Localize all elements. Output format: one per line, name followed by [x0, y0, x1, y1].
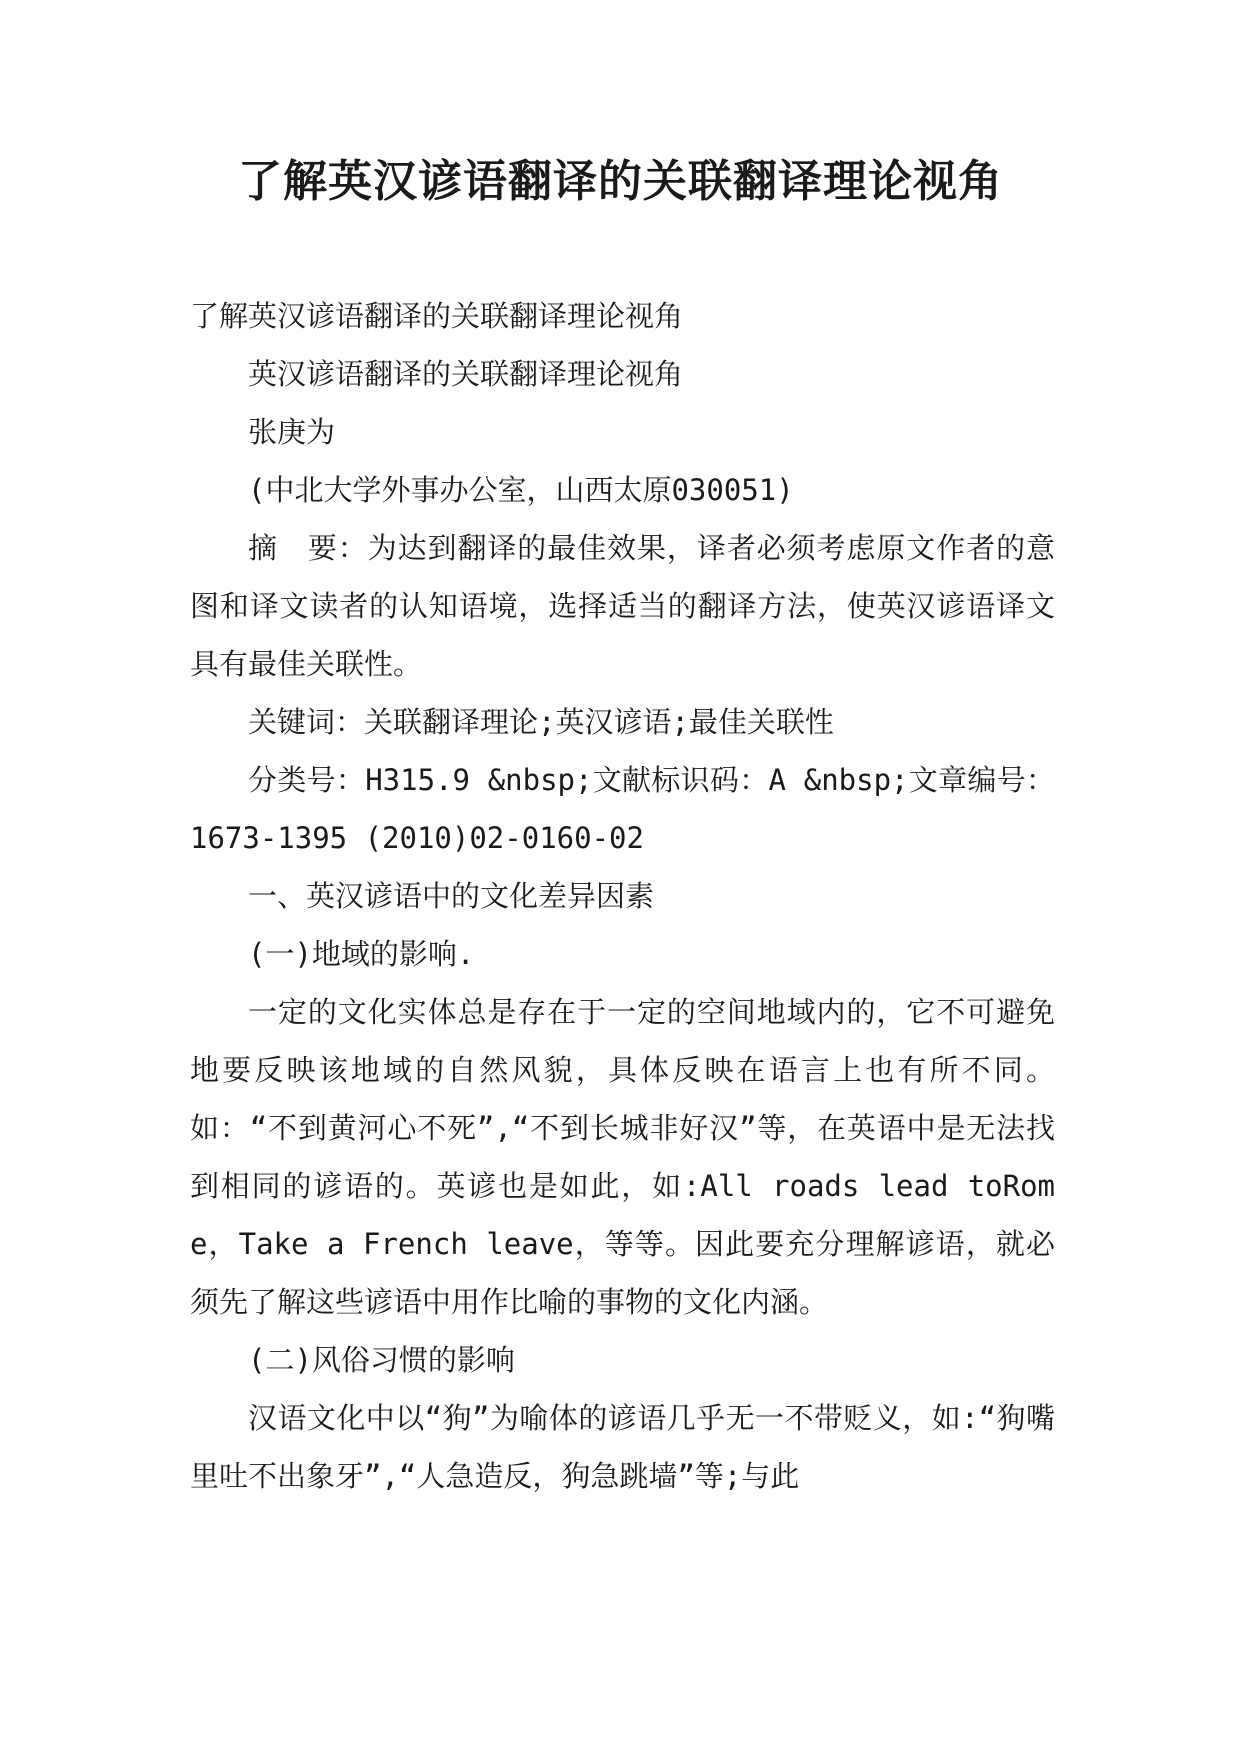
paragraph: (中北大学外事办公室，山西太原030051) — [248, 473, 794, 507]
document-title: 了解英汉谚语翻译的关联翻译理论视角 — [238, 156, 1003, 207]
paragraph: (一)地域的影响. — [248, 937, 475, 971]
document-body — [190, 287, 1055, 1505]
paragraph: (二)风俗习惯的影响 — [248, 1343, 515, 1377]
paragraph: 一定的文化实体总是存在于一定的空间地域内的，它不可避免地要反映该地域的自然风貌，具体反映在语言上也有所不同。如：“不到黄河心不死”,“不到长城非好汉”等，在英语中是无法找到相同的谚语的。英谚也是如此，如:All roads lead toRome，Take a French leave，等等。因此要充分理解谚语，就必须先了解这些谚语中用作比喻的事物的文化内涵。 — [190, 995, 1055, 1319]
paragraph: 关键词：关联翻译理论;英汉谚语;最佳关联性 — [248, 705, 834, 739]
paragraph: 张庚为 — [248, 415, 336, 449]
paragraph: 一、英汉谚语中的文化差异因素 — [248, 879, 655, 913]
paragraph: 英汉谚语翻译的关联翻译理论视角 — [248, 357, 684, 391]
paragraph: 分类号：H315.9 &nbsp;文献标识码：A &nbsp;文章编号：1673-1395 (2010)02-0160-02 — [190, 763, 1055, 855]
paragraph: 汉语文化中以“狗”为喻体的谚语几乎无一不带贬义，如:“狗嘴里吐不出象牙”,“人急造反，狗急跳墙”等;与此 — [190, 1401, 1055, 1493]
paragraph: 摘 要：为达到翻译的最佳效果，译者必须考虑原文作者的意图和译文读者的认知语境，选择适当的翻译方法，使英汉谚语译文具有最佳关联性。 — [190, 531, 1055, 681]
paragraph: 了解英汉谚语翻译的关联翻译理论视角 — [190, 299, 684, 333]
